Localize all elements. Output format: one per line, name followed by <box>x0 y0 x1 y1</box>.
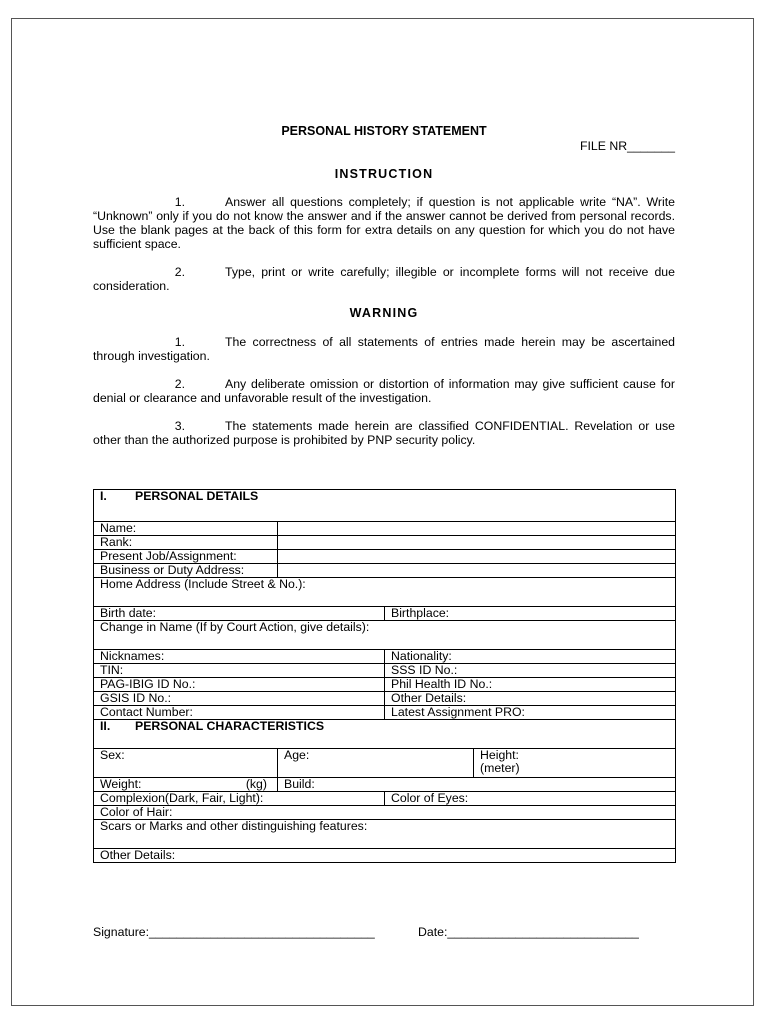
warning-item-2 <box>93 377 675 405</box>
change-name-field[interactable]: Change in Name (If by Court Action, give details): <box>94 621 676 650</box>
item-text: The correctness of all statements of entries made herein may be ascertained through investigation. <box>93 335 675 363</box>
item-number: 3. <box>174 419 185 433</box>
rank-field[interactable] <box>278 536 676 550</box>
sex-field[interactable]: Sex: <box>94 749 278 778</box>
item-number: 1. <box>174 335 185 349</box>
section-number: II. <box>100 719 111 733</box>
height-unit: (meter) <box>480 761 520 775</box>
gsis-id-field[interactable]: GSIS ID No.: <box>94 692 385 706</box>
height-field[interactable] <box>474 749 676 778</box>
tin-field[interactable]: TIN: <box>94 664 385 678</box>
item-text: Type, print or write carefully; illegible or incomplete forms will not receive due consideration. <box>93 265 675 293</box>
warning-item-1 <box>93 335 675 363</box>
date-line[interactable]: Date:____________________________ <box>418 925 639 939</box>
age-field[interactable]: Age: <box>278 749 474 778</box>
instruction-heading: INSTRUCTION <box>334 167 434 181</box>
present-job-label: Present Job/Assignment: <box>94 550 278 564</box>
instruction-item-1 <box>93 195 675 251</box>
item-number: 2. <box>174 265 185 279</box>
birthplace-field[interactable]: Birthplace: <box>385 607 676 621</box>
section-number: I. <box>100 489 107 503</box>
item-text: Any deliberate omission or distortion of information may give sufficient cause for denial or clearance and unfavorable result of the investigation. <box>93 377 675 405</box>
other-details-field[interactable]: Other Details: <box>385 692 676 706</box>
business-address-field[interactable] <box>278 564 676 578</box>
philhealth-id-field[interactable]: Phil Health ID No.: <box>385 678 676 692</box>
business-address-label: Business or Duty Address: <box>94 564 278 578</box>
section-personal-details-header <box>94 490 676 522</box>
build-field[interactable]: Build: <box>278 778 676 792</box>
warning-heading: WARNING <box>349 306 419 320</box>
height-label: Height: <box>480 748 519 762</box>
section-title: PERSONAL CHARACTERISTICS <box>135 719 325 733</box>
section-title: PERSONAL DETAILS <box>135 489 259 503</box>
personal-details-form <box>93 489 676 863</box>
warning-item-3 <box>93 419 675 447</box>
nationality-field[interactable]: Nationality: <box>385 650 676 664</box>
contact-number-field[interactable]: Contact Number: <box>94 706 385 720</box>
scars-marks-field[interactable]: Scars or Marks and other distinguishing features: <box>94 820 676 849</box>
item-number: 2. <box>174 377 185 391</box>
item-text: The statements made herein are classified CONFIDENTIAL. Revelation or use other than the authorized purpose is prohibited by PNP security policy. <box>93 419 675 447</box>
document-title: PERSONAL HISTORY STATEMENT <box>281 124 487 138</box>
item-text: Answer all questions completely; if question is not applicable write “NA”. Write “Unknown” only if you do not know the answer and if the answer cannot be derived from personal records. Use the blank pages at the back of this form for extra details on any question for which you do not have sufficient space. <box>93 195 675 251</box>
nicknames-field[interactable]: Nicknames: <box>94 650 385 664</box>
pagibig-id-field[interactable]: PAG-IBIG ID No.: <box>94 678 385 692</box>
signature-line[interactable]: Signature:_________________________________ <box>93 925 375 939</box>
eye-color-field[interactable]: Color of Eyes: <box>385 792 676 806</box>
complexion-field[interactable]: Complexion(Dark, Fair, Light): <box>94 792 385 806</box>
present-job-field[interactable] <box>278 550 676 564</box>
rank-label: Rank: <box>94 536 278 550</box>
latest-assignment-field[interactable]: Latest Assignment PRO: <box>385 706 676 720</box>
other-characteristics-field[interactable]: Other Details: <box>94 849 676 863</box>
sss-id-field[interactable]: SSS ID No.: <box>385 664 676 678</box>
section-personal-characteristics-header <box>94 720 676 749</box>
item-number: 1. <box>174 195 185 209</box>
weight-unit: (kg) <box>245 777 267 791</box>
file-number-field: FILE NR_______ <box>579 139 675 153</box>
weight-field[interactable] <box>94 778 278 792</box>
hair-color-field[interactable]: Color of Hair: <box>94 806 676 820</box>
weight-label: Weight: <box>100 777 142 791</box>
instruction-item-2 <box>93 265 675 293</box>
birth-date-field[interactable]: Birth date: <box>94 607 385 621</box>
home-address-field[interactable]: Home Address (Include Street & No.): <box>94 578 676 607</box>
name-field[interactable] <box>278 522 676 536</box>
name-label: Name: <box>94 522 278 536</box>
